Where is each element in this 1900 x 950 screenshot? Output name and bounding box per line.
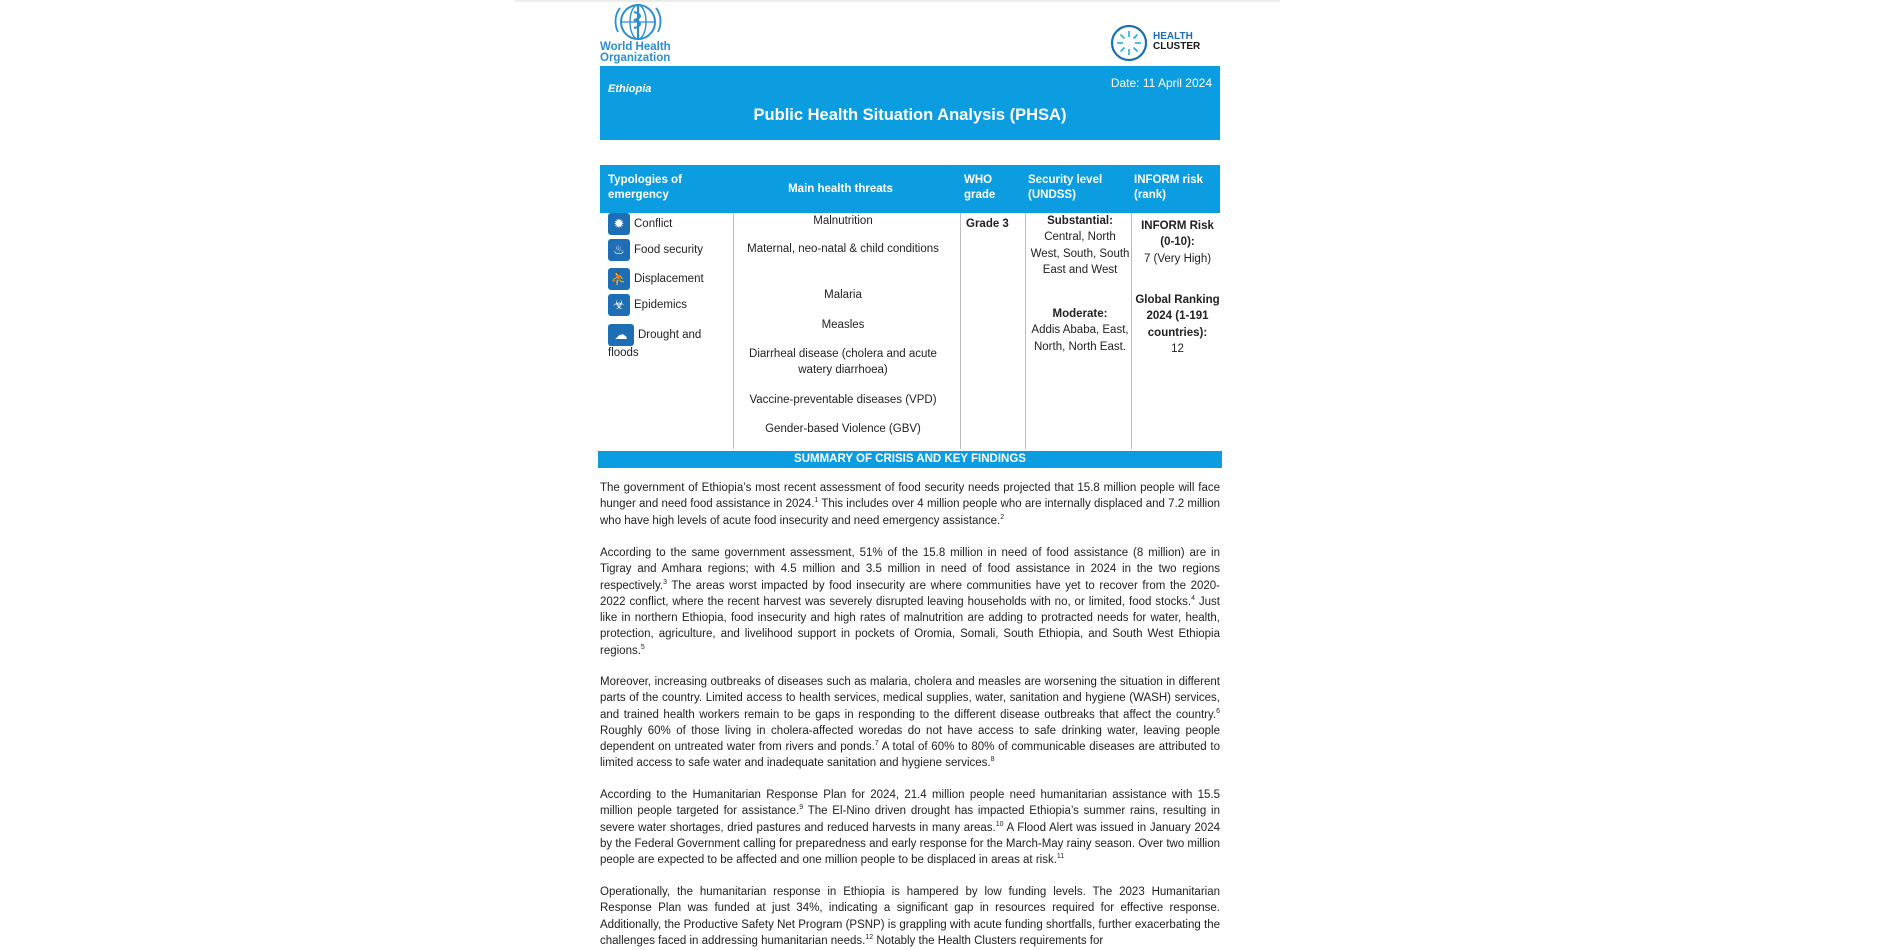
document-title: Public Health Situation Analysis (PHSA) [753,106,1067,124]
header-threats: Main health threats [788,183,893,195]
footnote-reference[interactable]: 8 [990,756,995,764]
paragraph-text: Roughly 60% of those living in cholera-affected woredas do not have access to safe drinking water, leaving people dependent on untreated water from rivers and ponds. [600,724,1220,754]
conflict-icon: ✹ [608,213,630,235]
who-grade-value: Grade 3 [966,218,1009,230]
displacement-icon: ⛹ [608,268,630,290]
paragraph-text: Operationally, the humanitarian response in Ethiopia is hampered by low funding levels. The 2023 Humanitarian Response Plan was funded at just 34%, indicating a significant gap in resources required for effective response. Additionally, the Productive Safety Net Program (PSNP) is grappling with acute funding shortfalls, further exacerbating the challenges faced in addressing humanitarian needs. [600,886,1220,947]
paragraph-text: Just like in northern Ethiopia, food insecurity and high rates of malnutrition are adding to protracted needs for water, health, protection, agriculture, and livelihood support in pockets of Oromia, Somali, South Ethiopia, and South West Ethiopia regions. [600,595,1220,657]
banner-country: Ethiopia [608,83,652,95]
footnote-reference[interactable]: 7 [874,740,879,748]
footnote-reference[interactable]: 5 [640,643,645,651]
security-substantial-areas: Central, North West, South, South East and West [1030,231,1130,276]
summary-paragraph [600,480,1220,529]
typology-label: Food security [634,244,704,257]
threat-item: Vaccine-preventable diseases (VPD) [749,394,937,406]
title-banner [600,66,1220,140]
security-moderate-label: Moderate: [1052,308,1108,320]
column-divider [1131,213,1132,449]
typology-item [608,294,687,316]
header-who-grade: WHO grade [964,174,996,201]
document-page [600,0,1220,950]
inform-risk [1135,218,1220,267]
paragraph-text: A Flood Alert was issued in January 2024 by the Federal Government calling for preparedness and early response for the March-May rainy season. Over two million people are expected to be affected and one million people to be displaced in areas at risk. [600,821,1221,867]
threat-item: Malaria [824,289,862,301]
column-divider [960,213,961,449]
typology-item [608,268,704,290]
typology-item [608,239,703,261]
threat-item: Measles [821,319,865,331]
threat-item: Malnutrition [813,215,873,227]
health-cluster-emblem-icon [1108,22,1150,64]
summary-paragraph [600,884,1220,949]
paragraph-text: This includes over 4 million people who are internally displaced and 7.2 million who have high levels of acute food insecurity and need emergency assistance. [600,498,1220,527]
paragraph-text: According to the same government assessment, 51% of the 15.8 million in need of food assistance (8 million) are in Tigray and Amhara regions; with 4.5 million and 3.5 million in need of food assistance in 2024 in the two regions respectively. [600,547,1220,592]
footnote-reference[interactable]: 12 [865,934,874,942]
paragraph-text: The government of Ethiopia’s most recent assessment of food security needs projected that 15.8 million people will face hunger and need food assistance in 2024. [600,482,1220,511]
epidemics-icon: ☣ [608,294,630,316]
typology-label: Conflict [634,218,673,231]
overview-table-header [600,165,1220,213]
typology-label: Displacement [634,273,704,286]
health-cluster-logo-text: HEALTH CLUSTER [1153,31,1201,52]
who-emblem-icon [612,2,664,42]
paragraph-text: According to the Humanitarian Response Plan for 2024, 21.4 million people need humanitarian assistance with 15.5 million people targeted for assistance. [600,789,1220,818]
who-logo-text: World Health Organization [600,41,671,64]
drought-floods-icon: ☁ [608,324,634,346]
inform-risk-value: 7 (Very High) [1143,252,1212,265]
paragraph-text: The areas worst impacted by food insecurity are where communities have yet to recover from the 2020-2022 conflict, where the recent harvest was severely disrupted leaving households with no, or limited, food stocks. [600,579,1220,608]
typology-item [608,213,672,235]
header-typologies: Typologies of emergency [608,174,682,201]
summary-paragraph [600,545,1220,659]
security-substantial-label: Substantial: [1047,215,1113,227]
paragraph-text: A total of 60% to 80% of communicable diseases are attributed to limited access to safe water and inadequate sanitation and hygiene services. [600,741,1220,770]
security-substantial [1030,213,1130,278]
footnote-reference[interactable]: 6 [1216,707,1220,715]
header-security-level: Security level (UNDSS) [1028,174,1103,201]
food-security-icon: ♨ [608,239,630,261]
footnote-reference[interactable]: 3 [663,578,667,586]
typology-label: Drought and floods [608,329,702,359]
inform-risk-label: INFORM Risk (0-10): [1141,220,1214,249]
footnote-reference[interactable]: 10 [995,820,1004,828]
typology-label: Epidemics [634,299,688,312]
footnote-reference[interactable]: 9 [799,804,804,812]
threat-item: Diarrheal disease (cholera and acute watery diarrhoea) [749,348,937,376]
banner-date: Date: 11 April 2024 [1110,76,1212,90]
footnote-reference[interactable]: 1 [814,497,819,505]
summary-heading: SUMMARY OF CRISIS AND KEY FINDINGS [598,451,1222,468]
security-moderate [1030,306,1130,355]
footnote-reference[interactable]: 4 [1191,595,1195,603]
who-logo [600,2,692,66]
threat-item: Maternal, neo-natal & child conditions [747,243,939,255]
summary-paragraph [600,787,1220,868]
column-divider [733,213,734,449]
header-inform-risk: INFORM risk (rank) [1134,174,1204,201]
threat-item: Gender-based Violence (GBV) [765,423,921,435]
paragraph-text: The El-Nino driven drought has impacted Ethiopia’s summer rains, resulting in severe water shortages, dried pastures and reduced harvests in many areas. [600,805,1220,834]
column-divider [1025,213,1026,449]
inform-ranking-value: 12 [1171,342,1184,355]
paragraph-text: Notably the Health Clusters requirements for [873,934,1104,947]
footnote-reference[interactable]: 2 [1000,513,1005,521]
footnote-reference[interactable]: 11 [1056,853,1065,861]
security-moderate-areas: Addis Ababa, East, North, North East. [1031,324,1129,353]
summary-paragraph [600,674,1220,772]
inform-ranking-label: Global Ranking 2024 (1-191 countries): [1135,294,1220,339]
typology-item [608,324,726,361]
paragraph-text: Moreover, increasing outbreaks of diseases such as malaria, cholera and measles are worsening the situation in different parts of the country. Limited access to health services, medical supplies, water, sanitation and hygiene (WASH) services, and trained health workers remain to be gaps in responding to the different disease outbreaks that affect the country. [600,676,1220,721]
inform-ranking [1135,292,1220,357]
health-cluster-logo [1108,22,1218,64]
